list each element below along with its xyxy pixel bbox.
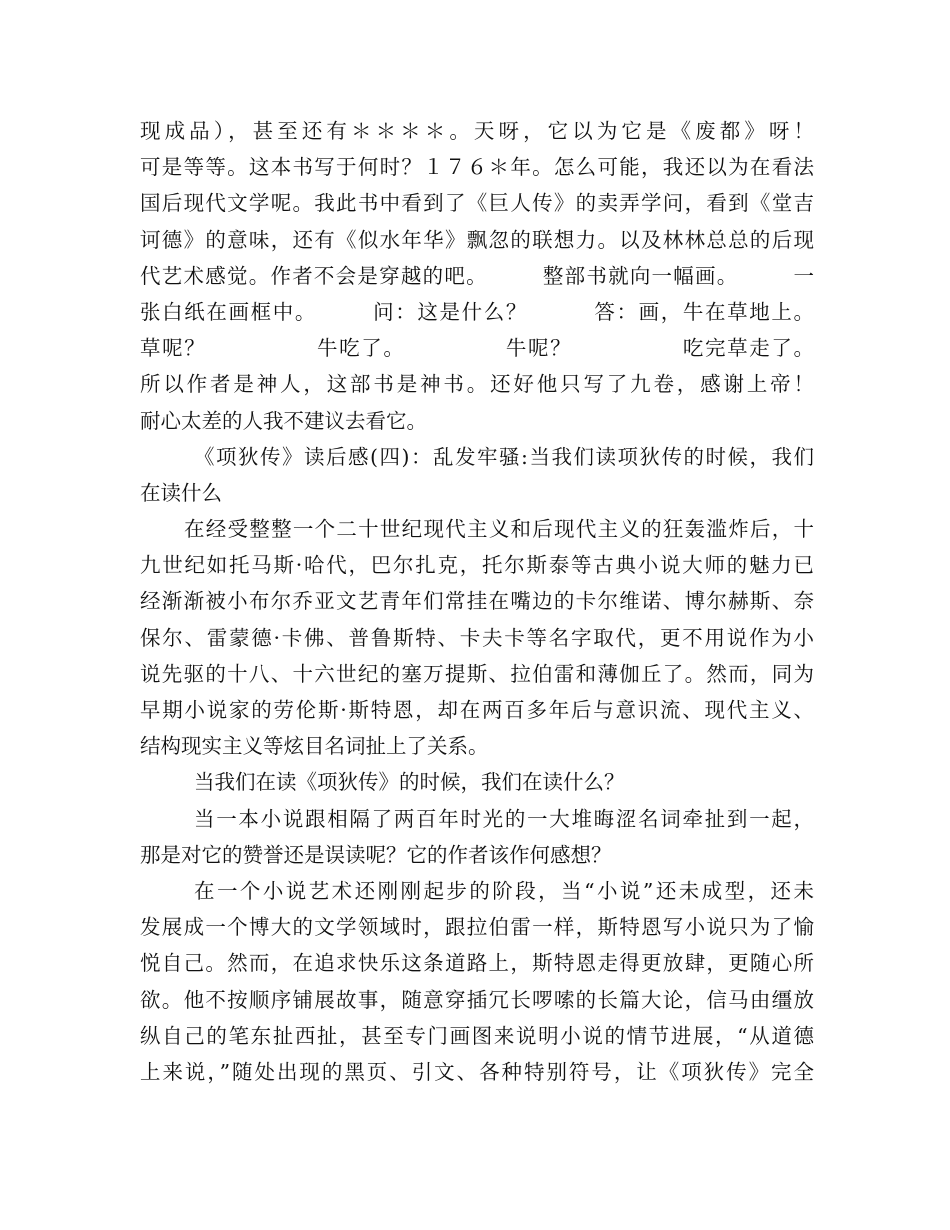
text-line: 当我们在读《项狄传》的时候，我们在读什么？ [194, 770, 625, 795]
text-line: 结构现实主义等炫目名词扯上了关系。 [140, 734, 489, 759]
text-line: 耐心太差的人我不建议去看它。 [140, 408, 427, 433]
section-heading [140, 439, 814, 511]
text-line: 当一本小说跟相隔了两百年时光的一大堆晦涩名词牵扯到一起， [194, 806, 814, 831]
text-line: 在经受整整一个二十世纪现代主义和后现代主义的狂轰滥炸后，十 [184, 517, 814, 542]
paragraph-continuation [140, 113, 814, 439]
text-line: 纵自己的笔东扯西扯，甚至专门画图来说明小说的情节进展，“从道德 [140, 1023, 814, 1048]
text-line: 保尔、雷蒙德·卡佛、普鲁斯特、卡夫卡等名字取代，更不用说作为小 [140, 625, 814, 650]
text-line: 经渐渐被小布尔乔亚文艺青年们常挂在嘴边的卡尔维诺、博尔赫斯、奈 [140, 589, 814, 614]
text-line: 代艺术感觉。作者不会是穿越的吧。 整部书就向一幅画。 一 [140, 263, 814, 288]
text-line: 张白纸在画框中。 问：这是什么？ 答：画，牛在草地上。 [140, 299, 814, 324]
paragraph-art [140, 873, 814, 1090]
text-line: 现成品），甚至还有＊＊＊＊。天呀，它以为它是《废都》呀！ [140, 119, 814, 143]
text-line: 那是对它的赞誉还是误读呢？它的作者该作何感想？ [140, 842, 612, 867]
text-line: 在读什么 [140, 480, 222, 505]
paragraph-intro [140, 511, 814, 764]
paragraph-question [140, 764, 814, 800]
text-line: 发展成一个博大的文学领域时，跟拉伯雷一样，斯特恩写小说只为了愉 [140, 915, 814, 940]
text-line: 上来说，”随处出现的黑页、引文、各种特别符号，让《项狄传》完全 [140, 1059, 814, 1084]
text-line: 草呢？ 牛吃了。 牛呢？ 吃完草走了。 [140, 336, 814, 361]
text-line: 在一个小说艺术还刚刚起步的阶段，当“小说”还未成型，还未 [194, 878, 814, 903]
text-line: 九世纪如托马斯·哈代，巴尔扎克，托尔斯泰等古典小说大师的魅力已 [140, 553, 814, 578]
text-line: 诃德》的意味，还有《似水年华》飘忽的联想力。以及林林总总的后现 [140, 227, 814, 252]
text-line: 《项狄传》读后感(四)：乱发牢骚:当我们读项狄传的时候，我们 [194, 444, 814, 469]
text-line: 欲。他不按顺序铺展故事，随意穿插冗长啰嗦的长篇大论，信马由缰放 [140, 987, 814, 1012]
paragraph-praise [140, 801, 814, 873]
text-line: 可是等等。这本书写于何时？１７６＊年。怎么可能，我还以为在看法 [140, 155, 814, 180]
text-line: 国后现代文学呢。我此书中看到了《巨人传》的卖弄学问，看到《堂吉 [140, 191, 814, 216]
text-line: 说先驱的十八、十六世纪的塞万提斯、拉伯雷和薄伽丘了。然而，同为 [140, 661, 814, 686]
text-line: 所以作者是神人，这部书是神书。还好他只写了九卷，感谢上帝！ [140, 372, 814, 397]
text-line: 悦自己。然而，在追求快乐这条道路上，斯特恩走得更放肆，更随心所 [140, 951, 814, 976]
document-body [140, 113, 814, 1090]
text-line: 早期小说家的劳伦斯·斯特恩，却在两百多年后与意识流、现代主义、 [140, 698, 814, 722]
